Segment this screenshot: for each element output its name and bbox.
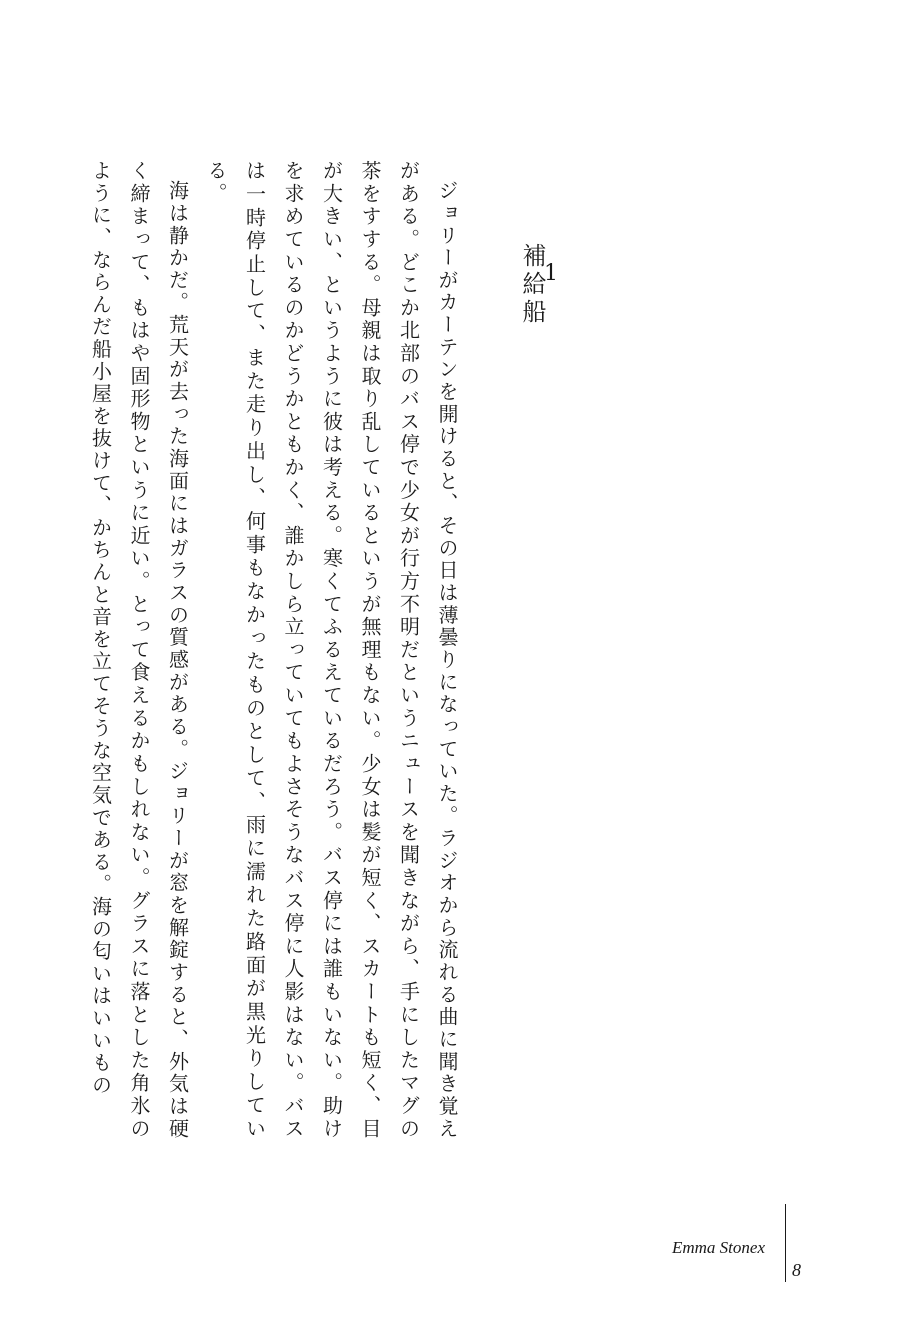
footer-divider: [785, 1204, 786, 1282]
chapter-heading: [506, 205, 558, 365]
page-number: 8: [792, 1260, 801, 1280]
body-text: [81, 160, 466, 1140]
paragraph: 海は静かだ。荒天が去った海面にはガラスの質感がある。ジョリーが窓を解錠すると、外気は硬く締まって、もはや固形物というに近い。とって食えるかもしれない。グラスに落とした角氷のように、ならんだ船小屋を抜けて、かちんと音を立てそうな空気である。海の匂いはいいもの: [88, 160, 190, 1140]
chapter-number: 1: [544, 261, 558, 286]
chapter-title: 補給船: [518, 243, 546, 327]
page-footer: [671, 1204, 840, 1284]
paragraph: ジョリーがカーテンを開けると、その日は薄曇りになっていた。ラジオから流れる曲に聞き覚えがある。どこか北部のバス停で少女が行方不明だというニュースを聞きながら、手にしたマグの茶をすする。母親は取り乱しているというが無理もない。少女は髪が短く、スカートも短く、目が大きい、というように彼は考える。寒くてふるえているだろう。バス停には誰もいない。助けを求めているのかどうかともかく、誰かしら立っていてもよさそうなバス停に人影はない。バスは一時停止して、また走り出し、何事もなかったものとして、雨に濡れた路面が黒光りしている。: [204, 160, 459, 1140]
footer-author: Emma Stonex: [671, 1238, 765, 1257]
